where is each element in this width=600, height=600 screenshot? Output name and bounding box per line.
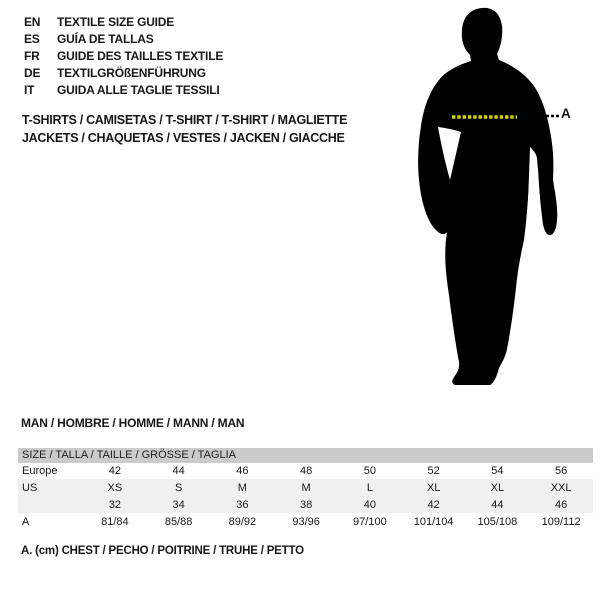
table-cell: 101/104 bbox=[413, 516, 454, 528]
section-heading-man: MAN / HOMBRE / HOMME / MANN / MAN bbox=[21, 416, 245, 430]
table-cell: S bbox=[174, 482, 183, 494]
language-code: DE bbox=[24, 65, 41, 80]
language-code: FR bbox=[24, 48, 40, 63]
table-cell: 109/112 bbox=[541, 516, 581, 528]
garment-type-jackets: JACKETS / CHAQUETAS / VESTES / JACKEN / GIACCHE bbox=[22, 131, 345, 145]
table-cell: M bbox=[237, 482, 247, 494]
table-cell: 81/84 bbox=[101, 516, 129, 528]
row-label: A bbox=[22, 516, 30, 528]
table-row-chest-cm bbox=[18, 513, 593, 531]
table-cell: XS bbox=[107, 482, 123, 494]
language-title: GUÍA DE TALLAS bbox=[57, 31, 154, 46]
table-cell: M bbox=[301, 482, 311, 494]
table-cell: 32 bbox=[108, 499, 121, 511]
language-row-en bbox=[24, 13, 223, 30]
table-cell: 46 bbox=[555, 499, 568, 511]
table-cell: 54 bbox=[491, 465, 504, 477]
table-cell: 40 bbox=[363, 499, 376, 511]
garment-type-tshirts: T-SHIRTS / CAMISETAS / T-SHIRT / T-SHIRT / MAGLIETTE bbox=[22, 113, 348, 127]
table-cell: 36 bbox=[236, 499, 249, 511]
row-label: Europe bbox=[22, 465, 58, 477]
language-row-it bbox=[24, 81, 223, 98]
language-title: GUIDA ALLE TAGLIE TESSILI bbox=[57, 82, 220, 97]
table-cell: 42 bbox=[427, 499, 440, 511]
man-silhouette-figure bbox=[408, 2, 598, 398]
language-title: GUIDE DES TAILLES TEXTILE bbox=[57, 48, 224, 63]
table-cell: 89/92 bbox=[228, 516, 257, 528]
table-cell: 48 bbox=[300, 465, 313, 477]
language-code: IT bbox=[24, 82, 35, 97]
language-title: TEXTILE SIZE GUIDE bbox=[57, 14, 175, 29]
size-table-header: SIZE / TALLA / TAILLE / GRÖSSE / TAGLIA bbox=[18, 448, 593, 463]
language-row-fr bbox=[24, 47, 223, 64]
table-row-europe bbox=[18, 463, 593, 479]
language-code: EN bbox=[24, 14, 41, 29]
table-cell: 46 bbox=[236, 465, 249, 477]
garment-type-lines bbox=[22, 111, 347, 147]
table-cell: XL bbox=[490, 482, 505, 494]
size-table bbox=[18, 448, 593, 531]
table-cell: 34 bbox=[172, 499, 185, 511]
table-cell: 105/108 bbox=[477, 516, 518, 528]
table-cell: 85/88 bbox=[164, 516, 193, 528]
language-row-de bbox=[24, 64, 223, 81]
table-cell: 97/100 bbox=[353, 516, 387, 528]
table-cell: XXL bbox=[550, 482, 572, 494]
language-code: ES bbox=[24, 31, 40, 46]
table-cell: 38 bbox=[300, 499, 313, 511]
table-row-us bbox=[18, 479, 593, 497]
measurement-footnote: A. (cm) CHEST / PECHO / POITRINE / TRUHE / PETTO bbox=[21, 545, 304, 557]
table-cell: XL bbox=[426, 482, 441, 494]
language-row-es bbox=[24, 30, 223, 47]
table-cell: 44 bbox=[172, 465, 185, 477]
table-cell: 42 bbox=[108, 465, 121, 477]
row-label: US bbox=[22, 482, 38, 494]
table-cell: 50 bbox=[363, 465, 376, 477]
table-cell: 52 bbox=[427, 465, 440, 477]
table-cell: 56 bbox=[555, 465, 568, 477]
table-row-alt-sizes bbox=[18, 497, 593, 513]
language-title-list bbox=[24, 13, 223, 98]
language-title: TEXTILGRÖßENFÜHRUNG bbox=[57, 65, 206, 80]
table-cell: L bbox=[366, 482, 373, 494]
table-cell: 44 bbox=[491, 499, 504, 511]
measurement-a-label: A bbox=[561, 106, 571, 121]
table-cell: 93/96 bbox=[292, 516, 320, 528]
